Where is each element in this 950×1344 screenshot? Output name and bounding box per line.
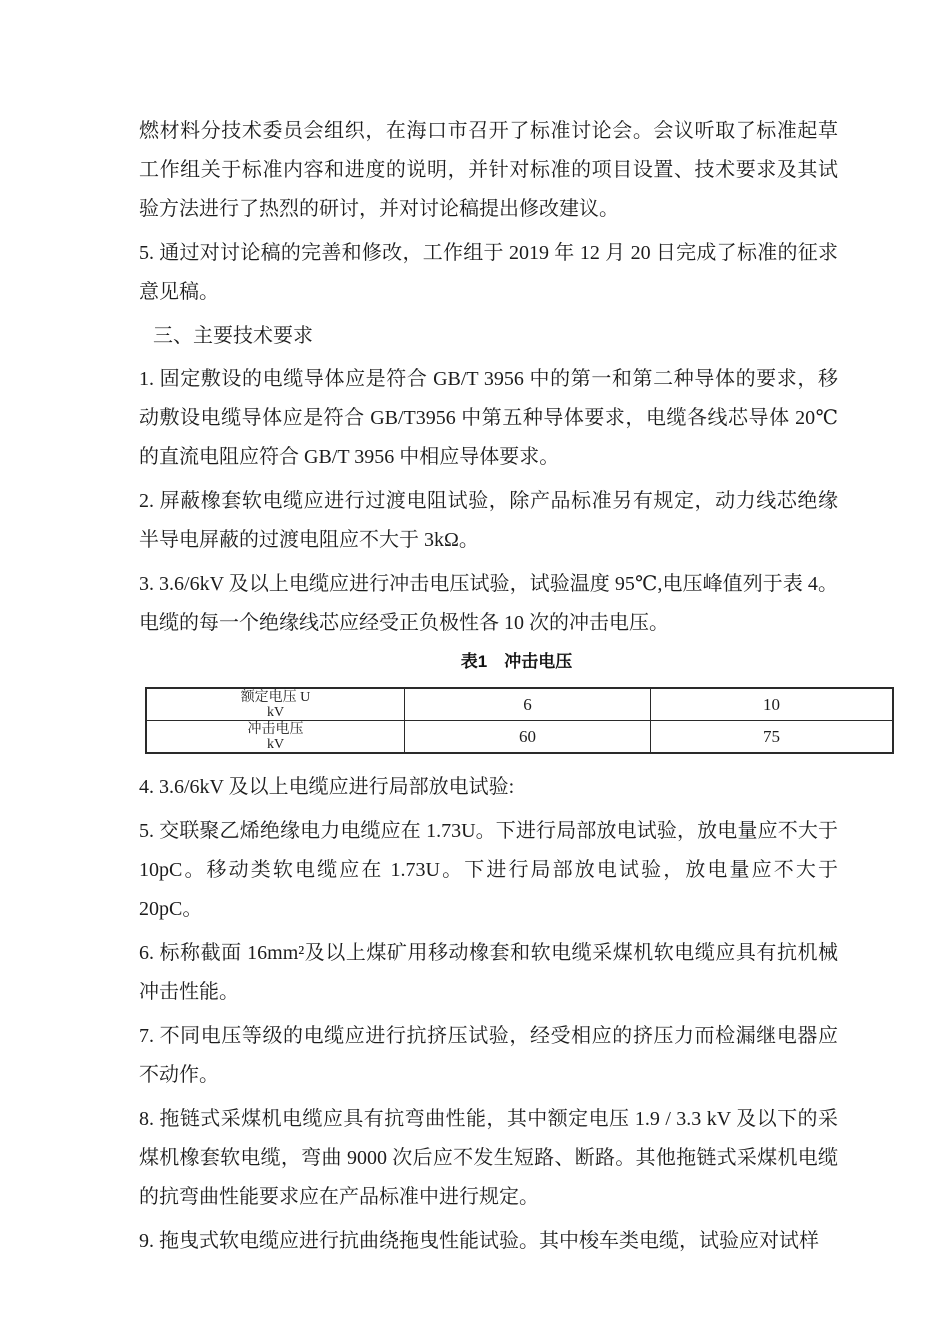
impulse-voltage-table	[145, 687, 894, 754]
cell-label-line1: 额定电压 U	[240, 689, 311, 705]
cell-impulse-voltage-label	[146, 721, 405, 754]
cell-rated-voltage-label	[146, 688, 405, 721]
paragraph-item-6-mechanical-impact: 6. 标称截面 16mm²及以上煤矿用移动橡套和软电缆采煤机软电缆应具有抗机械冲击性能。	[139, 942, 838, 1003]
table-row-impulse-voltage	[146, 721, 893, 754]
paragraph-item-1-conductor: 1. 固定敷设的电缆导体应是符合 GB/T 3956 中的第一和第二种导体的要求，移动敷设电缆导体应是符合 GB/T3956 中第五种导体要求，电缆各线芯导体 20℃的直流电阻应符合 GB/T 3956 中相应导体要求。	[139, 368, 838, 468]
paragraph-item-2-shielded-cable: 2. 屏蔽橡套软电缆应进行过渡电阻试验，除产品标准另有规定，动力线芯绝缘半导电屏蔽的过渡电阻应不大于 3kΩ。	[139, 490, 838, 551]
cell-rated-voltage-10: 10	[651, 688, 894, 721]
paragraph-item-3-impulse-voltage: 3. 3.6/6kV 及以上电缆应进行冲击电压试验，试验温度 95℃,电压峰值列于表 4。电缆的每一个绝缘线芯应经受正负极性各 10 次的冲击电压。	[139, 573, 838, 634]
cell-impulse-voltage-75: 75	[651, 721, 894, 754]
paragraph-item-8-bending: 8. 拖链式采煤机电缆应具有抗弯曲性能，其中额定电压 1.9 / 3.3 kV 及以下的采煤机橡套软电缆，弯曲 9000 次后应不发生短路、断路。其他拖链式采煤机电缆的抗弯曲性能要求应在产品标准中进行规定。	[139, 1108, 838, 1208]
cell-label-line1: 冲击电压	[247, 721, 304, 737]
paragraph-item-4-partial-discharge: 4. 3.6/6kV 及以上电缆应进行局部放电试验:	[139, 776, 515, 798]
paragraph-meeting-summary: 燃材料分技术委员会组织，在海口市召开了标准讨论会。会议听取了标准起草工作组关于标准内容和进度的说明，并针对标准的项目设置、技术要求及其试验方法进行了热烈的研讨，并对讨论稿提出修改建议。	[139, 120, 838, 220]
section-heading-main-technical-requirements: 三、主要技术要求	[153, 325, 313, 347]
cell-rated-voltage-6: 6	[405, 688, 651, 721]
table-caption: 表1 冲击电压	[460, 652, 573, 671]
paragraph-item-7-crush-test: 7. 不同电压等级的电缆应进行抗挤压试验，经受相应的挤压力而检漏继电器应不动作。	[139, 1025, 838, 1086]
cell-label-line2: kV	[266, 736, 285, 752]
impulse-voltage-table-block	[145, 649, 888, 754]
paragraph-item-9-dragging: 9. 拖曳式软电缆应进行抗曲绕拖曳性能试验。其中梭车类电缆，试验应对试样	[139, 1230, 819, 1252]
paragraph-item-5-xlpe-discharge: 5. 交联聚乙烯绝缘电力电缆应在 1.73U。下进行局部放电试验，放电量应不大于 10pC。移动类软电缆应在 1.73U。下进行局部放电试验，放电量应不大于 20pC。	[139, 820, 838, 920]
table-row-rated-voltage	[146, 688, 893, 721]
paragraph-item-5-draft: 5. 通过对讨论稿的完善和修改，工作组于 2019 年 12 月 20 日完成了标准的征求意见稿。	[139, 242, 838, 303]
cell-impulse-voltage-60: 60	[405, 721, 651, 754]
cell-label-line2: kV	[266, 704, 285, 720]
